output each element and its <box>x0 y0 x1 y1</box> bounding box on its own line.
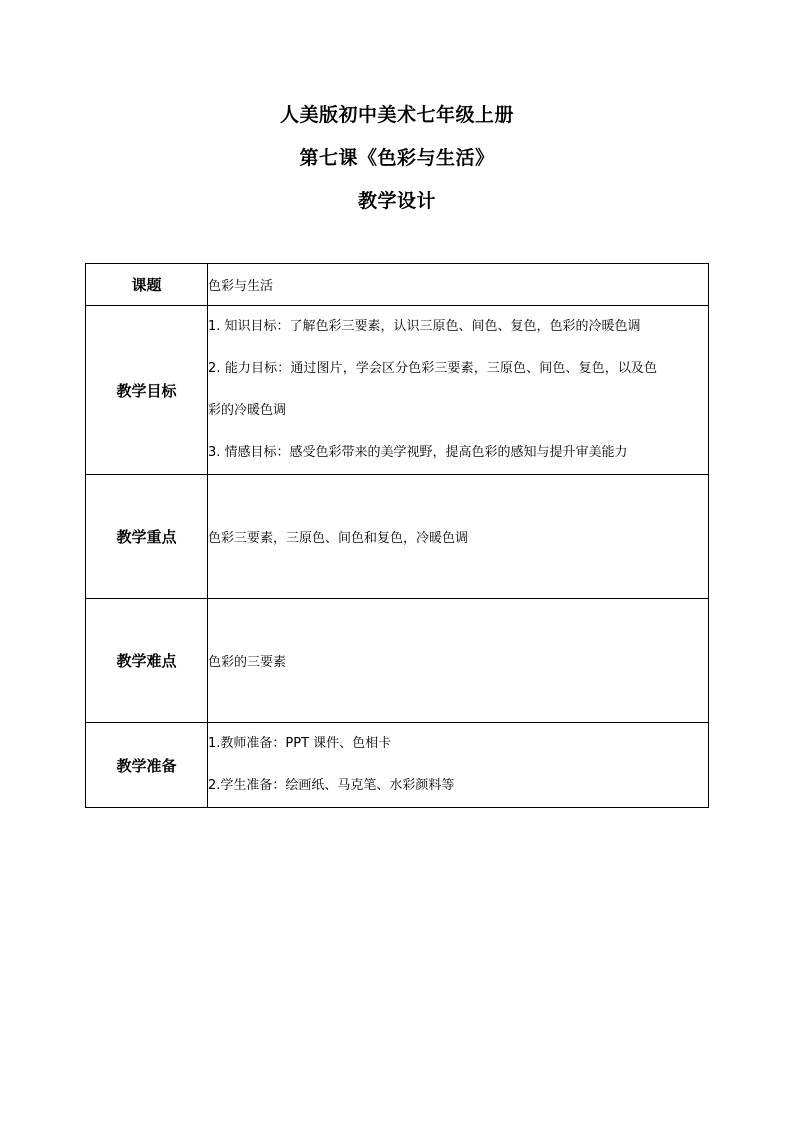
lesson-plan-table <box>85 263 709 808</box>
table-row-topic <box>86 264 709 306</box>
difficulties-value: 色彩的三要素 <box>208 599 709 723</box>
preparation-student: 2.学生准备：绘画纸、马克笔、水彩颜料等 <box>208 778 455 793</box>
goal-ability-continued: 彩的冷暖色调 <box>208 403 287 418</box>
lesson-title: 第七课《色彩与生活》 <box>299 147 495 169</box>
difficulties-label: 教学难点 <box>86 599 208 723</box>
goals-content <box>208 306 709 475</box>
table-row-preparation <box>86 723 709 808</box>
topic-label: 课题 <box>86 264 208 306</box>
preparation-label: 教学准备 <box>86 723 208 808</box>
goal-knowledge: 1. 知识目标：了解色彩三要素，认识三原色、间色、复色，色彩的冷暖色调 <box>208 319 641 334</box>
document-type-title: 教学设计 <box>357 190 436 212</box>
key-points-label: 教学重点 <box>86 475 208 599</box>
goal-ability: 2. 能力目标：通过图片，学会区分色彩三要素，三原色、间色、复色，以及色 <box>208 361 658 376</box>
document-header <box>0 103 794 232</box>
table-row-key-points <box>86 475 709 599</box>
preparation-teacher: 1.教师准备：PPT 课件、色相卡 <box>208 736 392 751</box>
goal-emotion: 3. 情感目标：感受色彩带来的美学视野，提高色彩的感知与提升审美能力 <box>208 445 628 460</box>
topic-value: 色彩与生活 <box>208 264 709 306</box>
key-points-value: 色彩三要素，三原色、间色和复色，冷暖色调 <box>208 475 709 599</box>
table-row-goals <box>86 306 709 475</box>
preparation-content <box>208 723 709 808</box>
table-row-difficulties <box>86 599 709 723</box>
goals-label: 教学目标 <box>86 306 208 475</box>
textbook-title: 人美版初中美术七年级上册 <box>279 104 514 126</box>
